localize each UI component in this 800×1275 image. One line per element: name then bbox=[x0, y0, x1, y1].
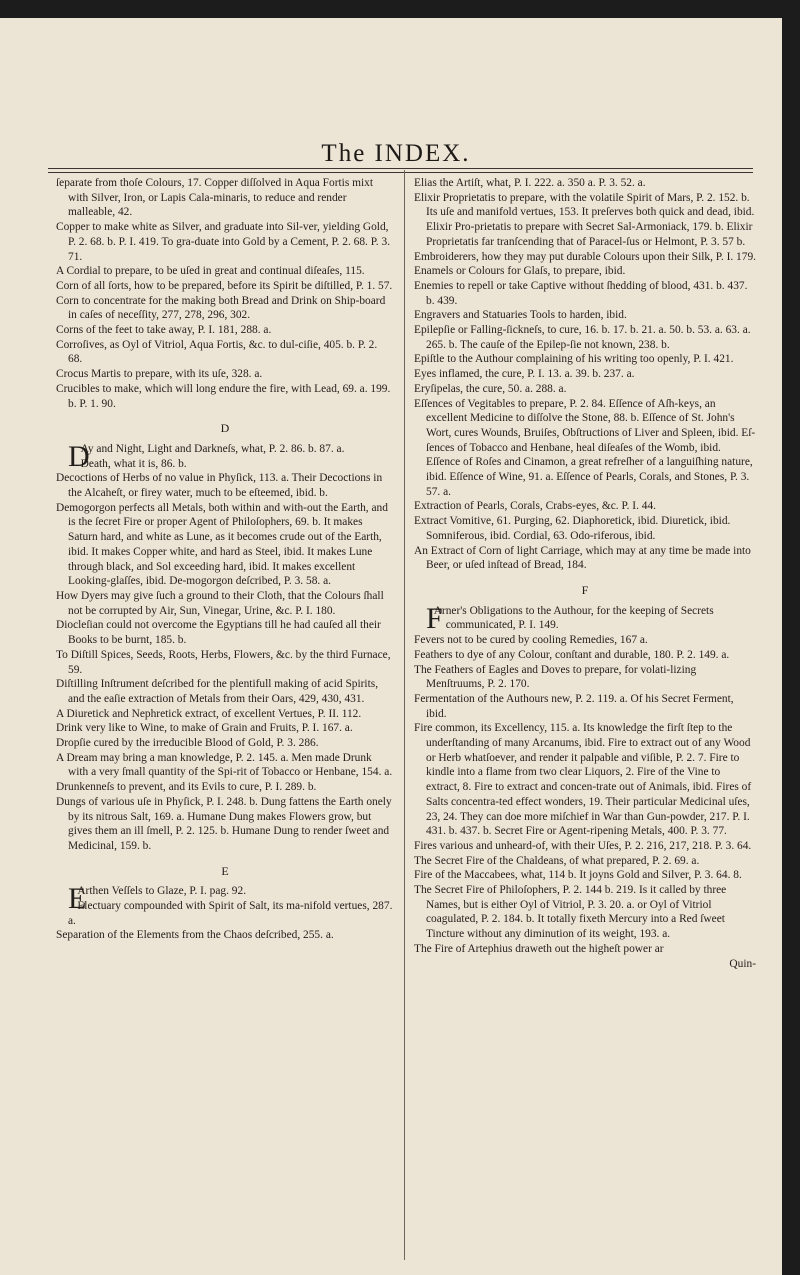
section-letter: D bbox=[220, 421, 230, 436]
entry-text: Death, what it is, 86. b. bbox=[80, 457, 187, 470]
index-entry bbox=[414, 942, 756, 957]
index-entry bbox=[414, 279, 756, 308]
entry-text: Drink very like to Wine, to make of Grain and Fruits, P. I. 167. a. bbox=[56, 722, 353, 735]
index-entry bbox=[56, 382, 394, 411]
index-entry bbox=[56, 294, 394, 323]
index-entry bbox=[56, 279, 394, 294]
index-entry bbox=[414, 382, 756, 397]
index-entry bbox=[56, 928, 394, 943]
entry-text: Fire common, its Excellency, 115. a. Its knowledge the firſt ſtep to the underſtanding of many Arcanums, ibid. Fire to extract out of any Wood or Herb whatſoever, and render it palpable and viſible, P. 2. 7. Fire to kindle into a flame from two clear Liquors, 2. Fire of the Vine to extract, 8. Fire to extract and concen-trate out of Animals, ibid. Fires of Salts concentra-ted effect wonders, 19. Their particular Medicinal uſes, 23, 24. They can doe more miſchief in War than Gun-powder, 217. P. I. 431. b. 437. b. Secret Fire or Agent-ripening Metals, 400. P. 3. 77. bbox=[414, 722, 752, 838]
header-rule bbox=[48, 168, 753, 169]
index-entry bbox=[56, 323, 394, 338]
left-column bbox=[56, 176, 394, 943]
entry-text: Dropſie cured by the irreducible Blood of Gold, P. 3. 286. bbox=[56, 737, 319, 750]
index-entry bbox=[414, 352, 756, 367]
entry-text: Embroiderers, how they may put durable Colours upon their Silk, P. I. 179. bbox=[414, 250, 756, 263]
index-page bbox=[0, 18, 782, 1275]
index-entry bbox=[56, 795, 394, 854]
drop-cap: D bbox=[68, 439, 90, 473]
entry-text: Corn to concentrate for the making both Bread and Drink on Ship-board in caſes of neceſſity, 277, 278, 296, 302. bbox=[56, 294, 386, 322]
entry-text: Separation of the Elements from the Chaos deſcribed, 255. a. bbox=[56, 929, 334, 942]
index-entry bbox=[56, 736, 394, 751]
catchword: Quin- bbox=[729, 957, 756, 970]
entry-text: Engravers and Statuaries Tools to harden, ibid. bbox=[414, 309, 627, 322]
entry-text: Eſſences of Vegitables to prepare, P. 2. 84. Eſſence of Aſh-keys, an excellent Medicine to diſſolve the Stone, 88. b. Eſſence of St. John's Wort, cures Wounds, Bruiſes, Obſtructions of Liver and Spleen, ibid. Eſ-ſences of Tobacco and Henbane, heal diſeaſes of the Womb, ibid. Eſſence of Roſes and Cinamon, a great refreſher of a languiſhing nature, ibid. Eſſence of Wine, 91. a. Eſſence of Pearls, Corals, and Stones, P. 3. 57. a. bbox=[414, 397, 756, 498]
index-entry bbox=[414, 663, 756, 692]
entry-text: Copper to make white as Silver, and graduate into Sil-ver, yielding Gold, P. 2. 68. b. P. I. 419. To gra-duate into Gold by a Cement, P. 2. 68. P. 3. 71. bbox=[56, 221, 391, 263]
entry-text: The Feathers of Eagles and Doves to prepare, for volati-lizing Menſtruums, P. 2. 170. bbox=[414, 663, 697, 691]
entry-text: Fires various and unheard-of, with their Uſes, P. 2. 216, 217, 218. P. 3. 64. bbox=[414, 839, 752, 852]
entry-text: Elixir Proprietatis to prepare, with the volatile Spirit of Mars, P. 2. 152. b. Its uſe and manifold vertues, 153. It preſerves both quick and dead, ibid. Elixir Pro-prietatis to prepare with Secret Sal-Armoniack, 179. b. Elixir Proprietatis far tranſcending that of Paracel-ſus or Helmont, P. 3. 57 b. bbox=[414, 191, 755, 248]
entry-text: Demogorgon perfects all Metals, both within and with-out the Earth, and is the ſecret Fire or proper Agent of Philoſophers, 69. b. It makes Saturn hard, and white as Lune, as it becomes crude out of the Earth, ibid. It makes Copper white, and hard as Steel, ibid. It makes Lune through black, and Sol exceeding hard, ibid. It makes excellent Looking-glaſſes, ibid. De-mogorgon deſcribed, P. 3. 58. a. bbox=[56, 501, 388, 588]
entry-text: Ay and Night, Light and Darkneſs, what, P. 2. 86. b. 87. a. bbox=[80, 442, 345, 455]
index-entry bbox=[56, 677, 394, 706]
entry-text: Decoctions of Herbs of no value in Phyſick, 113. a. Their Decoctions in the Alcaheſt, or firey water, much to be eſteemed, ibid. b. bbox=[56, 472, 383, 500]
index-entry bbox=[414, 721, 756, 839]
entry-text: ſeparate from thoſe Colours, 17. Copper diſſolved in Aqua Fortis mixt with Silver, Iron, or Lapis Cala-minaris, to reduce and render malleable, 42. bbox=[56, 177, 373, 219]
index-entry bbox=[414, 250, 756, 265]
index-entry bbox=[414, 648, 756, 663]
entry-text: Enemies to repell or take Captive without ſhedding of blood, 431. b. 437. b. 439. bbox=[414, 279, 748, 307]
entry-text: To Diſtill Spices, Seeds, Roots, Herbs, Flowers, &c. by the third Furnace, 59. bbox=[56, 648, 391, 676]
index-entry bbox=[56, 899, 394, 928]
right-column bbox=[414, 176, 756, 971]
entry-text: Corns of the feet to take away, P. I. 181, 288. a. bbox=[56, 324, 272, 337]
entry-text: Fire of the Maccabees, what, 114 b. It joyns Gold and Silver, P. 3. 64. 8. bbox=[414, 869, 742, 882]
entry-text: Crucibles to make, which will long endure the fire, with Lead, 69. a. 199. b. P. 1. 90. bbox=[56, 382, 391, 410]
index-entry bbox=[414, 854, 756, 869]
entry-text: Corn of all ſorts, how to be prepared, before its Spirit be diſtilled, P. 1. 57. bbox=[56, 279, 393, 292]
entry-text: Elias the Artiſt, what, P. I. 222. a. 350 a. P. 3. 52. a. bbox=[414, 177, 646, 189]
index-entry bbox=[56, 471, 394, 500]
index-entry bbox=[414, 308, 756, 323]
entry-text: Feathers to dye of any Colour, conſtant and durable, 180. P. 2. 149. a. bbox=[414, 648, 730, 661]
entry-text: Extract Vomitive, 61. Purging, 62. Diaphoretick, ibid. Diuretick, ibid. Somniferous, ibid. Cordial, 63. Odo-riferous, ibid. bbox=[414, 515, 731, 542]
index-entry bbox=[414, 868, 756, 883]
entry-text: Diſtilling Inſtrument deſcribed for the plentifull making of acid Spirits, and the eaſie extraction of Metals from their Oars, 429, 430, 431. bbox=[56, 678, 379, 705]
index-entry bbox=[414, 191, 756, 250]
entry-text: Corroſives, as Oyl of Vitriol, Aqua Fortis, &c. to dul-ciſie, 405. b. P. 2. 68. bbox=[56, 338, 378, 366]
page-header bbox=[40, 140, 752, 166]
section-letter: F bbox=[581, 582, 589, 597]
entry-text: Eryſipelas, the cure, 50. a. 288. a. bbox=[414, 382, 567, 395]
index-entry bbox=[414, 692, 756, 721]
drop-cap: E bbox=[68, 882, 87, 916]
entry-text: Extraction of Pearls, Corals, Crabs-eyes, &c. P. I. 44. bbox=[414, 500, 656, 513]
header-rule-thin bbox=[48, 172, 753, 173]
index-entry bbox=[56, 721, 394, 736]
index-entry bbox=[414, 367, 756, 382]
entry-text: Arner's Obligations to the Authour, for the keeping of Secrets communicated, P. I. 149. bbox=[433, 604, 714, 632]
drop-cap: F bbox=[426, 601, 443, 635]
index-entry bbox=[56, 367, 394, 382]
entry-text: An Extract of Corn of light Carriage, which may at any time be made into Beer, or uſed inſtead of Bread, 184. bbox=[414, 544, 751, 572]
index-entry bbox=[414, 499, 756, 514]
index-entry bbox=[414, 633, 756, 648]
entry-text: Fevers not to be cured by cooling Remedies, 167 a. bbox=[414, 634, 648, 647]
entry-text: A Dream may bring a man knowledge, P. 2. 145. a. Men made Drunk with a very ſmall quantity of the Spi-rit of Tobacco or Henbane, 154. a. bbox=[56, 751, 393, 779]
index-entry bbox=[56, 457, 394, 472]
index-entry bbox=[414, 397, 756, 500]
entry-text: Dungs of various uſe in Phyſick, P. I. 248. b. Dung fattens the Earth onely by its nitrous Salt, 169. a. Humane Dung makes Flowers grow, but gives them an ill ſmell, P. 2. 125. b. Humane Dung to render ſweet and Medicinal, 159. b. bbox=[56, 795, 392, 852]
index-entry bbox=[56, 501, 394, 589]
index-entry bbox=[414, 544, 756, 573]
entry-text: A Cordial to prepare, to be uſed in great and continual diſeaſes, 115. bbox=[56, 265, 365, 278]
index-entry bbox=[56, 220, 394, 264]
entry-text: Crocus Martis to prepare, with its uſe, 328. a. bbox=[56, 368, 263, 381]
column-divider bbox=[404, 170, 405, 1260]
entry-text: How Dyers may give ſuch a ground to their Cloth, that the Colours ſhall not be corrupted by Air, Sun, Vinegar, Urine, &c. P. I. 180. bbox=[56, 589, 384, 617]
entry-text: A Diuretick and Nephretick extract, of excellent Vertues, P. II. 112. bbox=[56, 707, 362, 720]
index-entry bbox=[414, 264, 756, 279]
index-entry bbox=[414, 601, 756, 635]
index-entry bbox=[56, 176, 394, 220]
index-entry bbox=[56, 589, 394, 618]
entry-text: Arthen Veſſels to Glaze, P. I. pag. 92. bbox=[77, 885, 247, 898]
entry-text: Drunkenneſs to prevent, and its Evils to cure, P. I. 289. b. bbox=[56, 781, 317, 794]
entry-text: The Secret Fire of Philoſophers, P. 2. 144 b. 219. Is it called by three Names, but is either Oyl of Vitriol, P. 3. 20. a. or Oyl of Vitriol coagulated, P. 2. 184. b. It totally fixeth Mercury into a Red ſweet Tincture without any diminution of its weight, 193. a. bbox=[414, 884, 727, 941]
index-entry bbox=[56, 780, 394, 795]
index-entry bbox=[56, 264, 394, 279]
index-entry bbox=[56, 618, 394, 647]
index-title: The INDEX. bbox=[321, 140, 471, 167]
entry-text: Fermentation of the Authours new, P. 2. 119. a. Of his Secret Ferment, ibid. bbox=[414, 692, 734, 720]
section-letter: E bbox=[221, 863, 229, 878]
entry-text: Eyes inflamed, the cure, P. I. 13. a. 39. b. 237. a. bbox=[414, 368, 635, 381]
index-entry bbox=[414, 323, 756, 352]
entry-text: Epiſtle to the Authour complaining of his writing too openly, P. I. 421. bbox=[414, 353, 734, 366]
entry-text: The Secret Fire of the Chaldeans, of what prepared, P. 2. 69. a. bbox=[414, 854, 700, 867]
entry-text: The Fire of Artephius draweth out the higheſt power ar bbox=[414, 942, 664, 955]
entry-text: Epilepſie or Falling-ſickneſs, to cure, 16. b. 17. b. 21. a. 50. b. 53. a. 63. a. 265. b. The cauſe of the Epilep-ſie not known, 238. b. bbox=[414, 324, 751, 351]
index-entry bbox=[414, 176, 756, 191]
index-entry bbox=[414, 514, 756, 543]
index-entry bbox=[414, 839, 756, 854]
index-entry bbox=[56, 707, 394, 722]
entry-text: Electuary compounded with Spirit of Salt, its ma-nifold vertues, 287. a. bbox=[68, 900, 393, 927]
index-entry bbox=[56, 338, 394, 367]
index-entry bbox=[56, 751, 394, 780]
entry-text: Diocleſian could not overcome the Egyptians till he had cauſed all their Books to be burnt, 185. b. bbox=[56, 619, 381, 647]
index-entry bbox=[414, 883, 756, 942]
index-entry bbox=[56, 648, 394, 677]
entry-text: Enamels or Colours for Glaſs, to prepare, ibid. bbox=[414, 265, 626, 278]
